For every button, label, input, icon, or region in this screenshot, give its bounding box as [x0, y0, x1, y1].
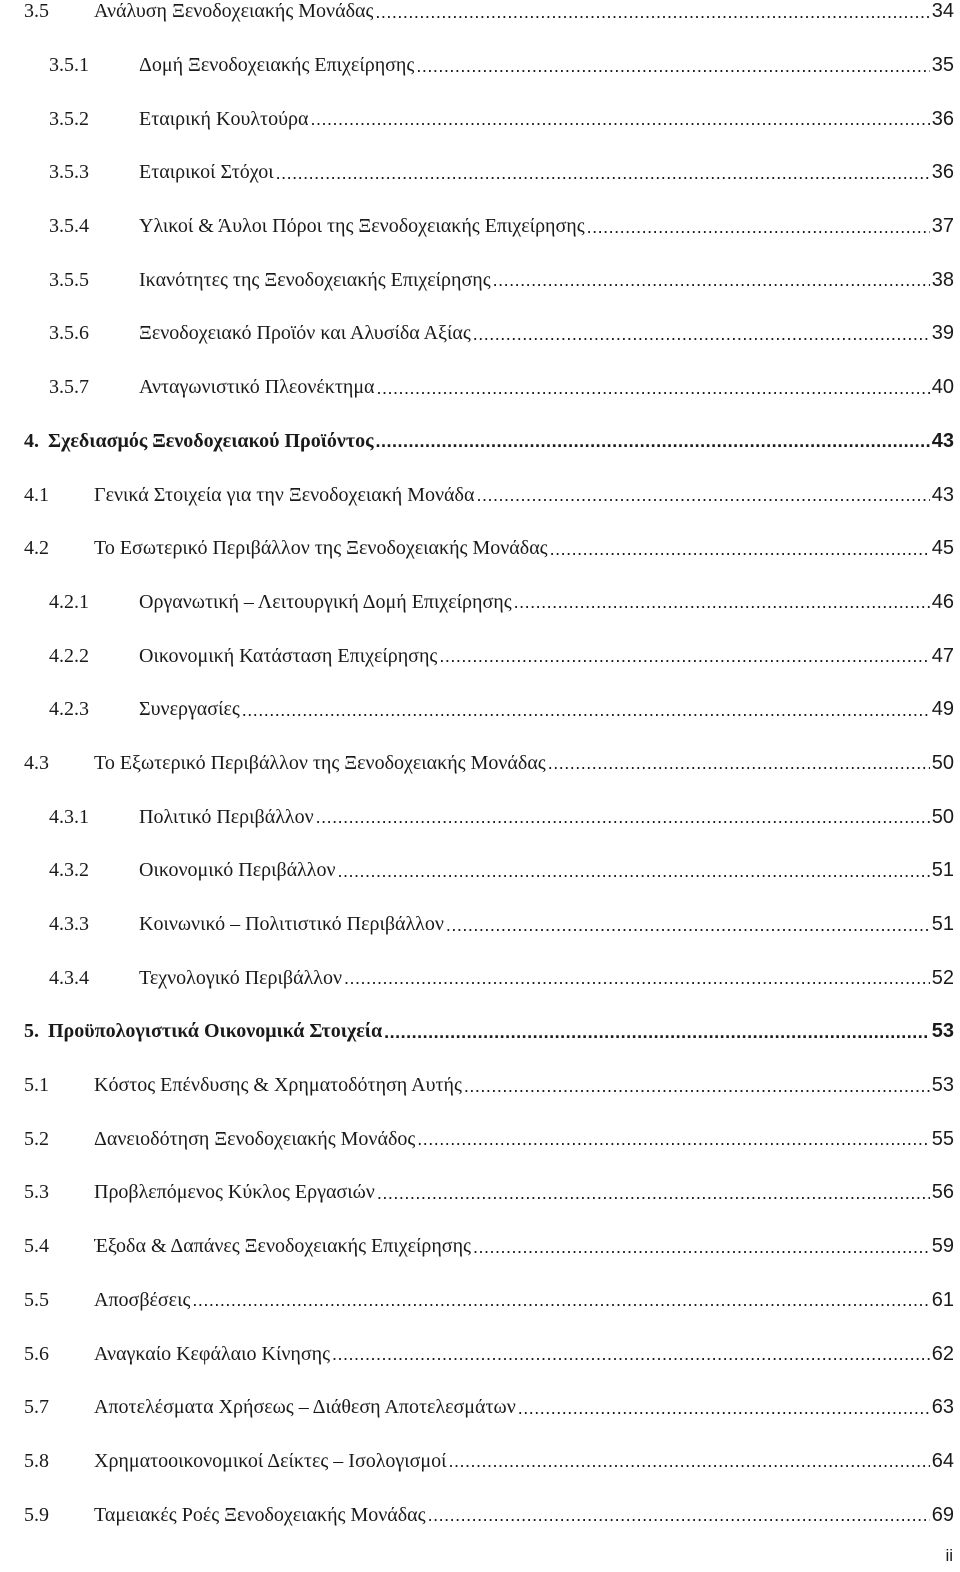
toc-entry-number: 5. — [24, 1020, 39, 1043]
toc-entry[interactable] — [0, 1220, 960, 1274]
toc-entry-number: 3.5.5 — [49, 268, 89, 291]
toc-entry-number: 5.3 — [24, 1181, 49, 1204]
toc-entry-page: 38 — [931, 268, 954, 291]
toc-entry-number: 4.3.4 — [49, 966, 89, 989]
toc-entry-page: 36 — [931, 107, 954, 130]
toc-entry[interactable] — [0, 1488, 960, 1542]
toc-dot-leader — [242, 700, 930, 720]
toc-entry-title: Εταιρικοί Στόχοι — [139, 161, 274, 184]
toc-entry-page: 62 — [931, 1342, 954, 1365]
toc-entry-page: 51 — [931, 859, 954, 882]
toc-entry[interactable] — [0, 468, 960, 522]
toc-entry-title: Δανειοδότηση Ξενοδοχειακής Μονάδος — [94, 1127, 416, 1150]
toc-entry-page: 63 — [931, 1396, 954, 1419]
toc-dot-leader — [550, 539, 930, 559]
toc-dot-leader — [332, 1344, 930, 1364]
toc-entry-page: 53 — [931, 1074, 954, 1097]
toc-entry-page: 39 — [931, 322, 954, 345]
toc-dot-leader — [344, 968, 930, 988]
toc-entry-number: 5.1 — [24, 1074, 49, 1097]
toc-entry-title: Το Εξωτερικό Περιβάλλον της Ξενοδοχειακής Μονάδας — [94, 751, 546, 774]
toc-entry-title: Ικανότητες της Ξενοδοχειακής Επιχείρησης — [139, 268, 491, 291]
toc-dot-leader — [375, 2, 929, 22]
toc-entry-number: 3.5.1 — [49, 54, 89, 77]
toc-entry-number: 4.2.2 — [49, 644, 89, 667]
toc-entry[interactable] — [0, 1166, 960, 1220]
toc-entry-title: Υλικοί & Άυλοι Πόροι της Ξενοδοχειακής Επιχείρησης — [139, 215, 585, 238]
toc-entry[interactable] — [0, 200, 960, 254]
toc-entry-number: 4.2.1 — [49, 590, 89, 613]
page-number: ii — [945, 1546, 953, 1565]
toc-entry-number: 5.5 — [24, 1288, 49, 1311]
toc-entry-number: 3.5.2 — [49, 107, 89, 130]
toc-dot-leader — [439, 646, 929, 666]
toc-dot-leader — [376, 431, 930, 451]
toc-entry-title: Έξοδα & Δαπάνες Ξενοδοχειακής Επιχείρησης — [94, 1235, 471, 1258]
toc-dot-leader — [428, 1505, 930, 1525]
toc-entry-number: 5.4 — [24, 1235, 49, 1258]
toc-entry-page: 35 — [931, 54, 954, 77]
toc-dot-leader — [310, 109, 929, 129]
toc-entry-number: 3.5.3 — [49, 161, 89, 184]
toc-entry-page: 47 — [931, 644, 954, 667]
toc-dot-leader — [473, 1237, 930, 1257]
toc-entry-page: 53 — [931, 1020, 954, 1043]
toc-entry-page: 52 — [931, 966, 954, 989]
toc-entry-number: 4.2.3 — [49, 698, 89, 721]
toc-entry-title: Οργανωτική – Λειτουργική Δομή Επιχείρησης — [139, 590, 512, 613]
toc-entry[interactable] — [0, 576, 960, 630]
toc-entry-title: Εταιρική Κουλτούρα — [139, 107, 309, 130]
toc-dot-leader — [446, 915, 930, 935]
toc-entry-title: Χρηματοοικονομικοί Δείκτες – Ισολογισμοί — [94, 1449, 447, 1472]
toc-dot-leader — [518, 1398, 930, 1418]
toc-entry-title: Κόστος Επένδυσης & Χρηματοδότηση Αυτής — [94, 1074, 462, 1097]
toc-entry-number: 5.6 — [24, 1342, 49, 1365]
toc-entry[interactable] — [0, 361, 960, 415]
toc-entry[interactable] — [0, 898, 960, 952]
toc-entry[interactable] — [0, 951, 960, 1005]
toc-dot-leader — [514, 592, 930, 612]
toc-entry-page: 61 — [931, 1288, 954, 1311]
toc-entry[interactable] — [0, 92, 960, 146]
toc-dot-leader — [473, 324, 930, 344]
toc-entry-number: 4.3.1 — [49, 805, 89, 828]
toc-entry[interactable] — [0, 1274, 960, 1328]
toc-entry[interactable] — [0, 146, 960, 200]
toc-entry[interactable] — [0, 1381, 960, 1435]
toc-entry-title: Ταμειακές Ροές Ξενοδοχειακής Μονάδας — [94, 1503, 426, 1526]
toc-entry[interactable] — [0, 253, 960, 307]
toc-entry-number: 3.5.6 — [49, 322, 89, 345]
toc-entry[interactable] — [0, 737, 960, 791]
toc-entry-number: 4.1 — [24, 483, 49, 506]
toc-entry-number: 4. — [24, 429, 39, 452]
toc-entry-number: 4.3.3 — [49, 913, 89, 936]
toc-entry-number: 5.2 — [24, 1127, 49, 1150]
toc-entry-number: 5.9 — [24, 1503, 49, 1526]
toc-entry-page: 34 — [931, 0, 954, 23]
toc-entry[interactable] — [0, 1435, 960, 1489]
toc-dot-leader — [316, 807, 930, 827]
toc-dot-leader — [384, 1022, 930, 1042]
toc-entry[interactable] — [0, 1005, 960, 1059]
toc-dot-leader — [493, 270, 930, 290]
toc-entry-title: Προϋπολογιστικά Οικονομικά Στοιχεία — [48, 1020, 383, 1043]
toc-entry[interactable] — [0, 522, 960, 576]
toc-entry-number: 4.2 — [24, 537, 49, 560]
toc-entry-title: Αποσβέσεις — [94, 1288, 191, 1311]
toc-entry[interactable] — [0, 629, 960, 683]
toc-dot-leader — [192, 1290, 929, 1310]
toc-entry[interactable] — [0, 683, 960, 737]
toc-entry-title: Οικονομικό Περιβάλλον — [139, 859, 336, 882]
toc-entry-number: 3.5.4 — [49, 215, 89, 238]
toc-entry-page: 55 — [931, 1127, 954, 1150]
toc-entry-title: Δομή Ξενοδοχειακής Επιχείρησης — [139, 54, 415, 77]
toc-entry-title: Αποτελέσματα Χρήσεως – Διάθεση Αποτελεσμάτων — [94, 1396, 516, 1419]
toc-entry-title: Οικονομική Κατάσταση Επιχείρησης — [139, 644, 438, 667]
toc-dot-leader — [417, 1129, 929, 1149]
toc-entry-number: 5.8 — [24, 1449, 49, 1472]
toc-entry-title: Ξενοδοχειακό Προϊόν και Αλυσίδα Αξίας — [139, 322, 471, 345]
toc-entry[interactable] — [0, 415, 960, 469]
toc-dot-leader — [476, 485, 929, 505]
toc-entry-page: 45 — [931, 537, 954, 560]
toc-entry[interactable] — [0, 307, 960, 361]
toc-entry-page: 51 — [931, 913, 954, 936]
toc-entry-title: Αναγκαίο Κεφάλαιο Κίνησης — [94, 1342, 330, 1365]
toc-entry[interactable] — [0, 1327, 960, 1381]
toc-entry-number: 3.5 — [24, 0, 49, 23]
toc-dot-leader — [338, 861, 930, 881]
toc-entry-title: Τεχνολογικό Περιβάλλον — [139, 966, 343, 989]
toc-entry-page: 43 — [931, 483, 954, 506]
toc-entry-page: 56 — [931, 1181, 954, 1204]
toc-dot-leader — [449, 1451, 930, 1471]
toc-dot-leader — [587, 217, 930, 237]
toc-entry[interactable] — [0, 39, 960, 93]
toc-dot-leader — [377, 1183, 930, 1203]
toc-entry-number: 5.7 — [24, 1396, 49, 1419]
toc-entry-title: Γενικά Στοιχεία για την Ξενοδοχειακή Μονάδα — [94, 483, 475, 506]
toc-entry-title: Ανταγωνιστικό Πλεονέκτημα — [139, 376, 375, 399]
toc-entry[interactable] — [0, 0, 960, 39]
toc-dot-leader — [377, 378, 930, 398]
toc-entry-page: 59 — [931, 1235, 954, 1258]
toc-entry[interactable] — [0, 1059, 960, 1113]
toc-entry-page: 36 — [931, 161, 954, 184]
toc-entry-page: 64 — [931, 1449, 954, 1472]
toc-entry-title: Συνεργασίες — [139, 698, 240, 721]
toc-dot-leader — [416, 56, 929, 76]
toc-entry-title: Το Εσωτερικό Περιβάλλον της Ξενοδοχειακής Μονάδας — [94, 537, 548, 560]
toc-entry-number: 4.3 — [24, 751, 49, 774]
toc-entry[interactable] — [0, 844, 960, 898]
toc-entry-page: 46 — [931, 590, 954, 613]
toc-entry[interactable] — [0, 1112, 960, 1166]
toc-dot-leader — [276, 163, 930, 183]
toc-entry-title: Σχεδιασμός Ξενοδοχειακού Προϊόντος — [48, 429, 374, 452]
toc-entry-number: 4.3.2 — [49, 859, 89, 882]
toc-dot-leader — [464, 1076, 930, 1096]
toc-entry-page: 50 — [931, 751, 954, 774]
toc-dot-leader — [548, 753, 930, 773]
toc-entry-title: Κοινωνικό – Πολιτιστικό Περιβάλλον — [139, 913, 444, 936]
toc-entry-page: 69 — [931, 1503, 954, 1526]
toc-entry-page: 49 — [931, 698, 954, 721]
toc-entry[interactable] — [0, 790, 960, 844]
toc-entry-page: 43 — [931, 429, 954, 452]
toc-entry-title: Προβλεπόμενος Κύκλος Εργασιών — [94, 1181, 375, 1204]
toc-entry-page: 50 — [931, 805, 954, 828]
toc-entry-title: Ανάλυση Ξενοδοχειακής Μονάδας — [94, 0, 374, 23]
toc-entry-number: 3.5.7 — [49, 376, 89, 399]
toc-entry-page: 37 — [931, 215, 954, 238]
toc-entry-title: Πολιτικό Περιβάλλον — [139, 805, 314, 828]
toc-entry-page: 40 — [931, 376, 954, 399]
